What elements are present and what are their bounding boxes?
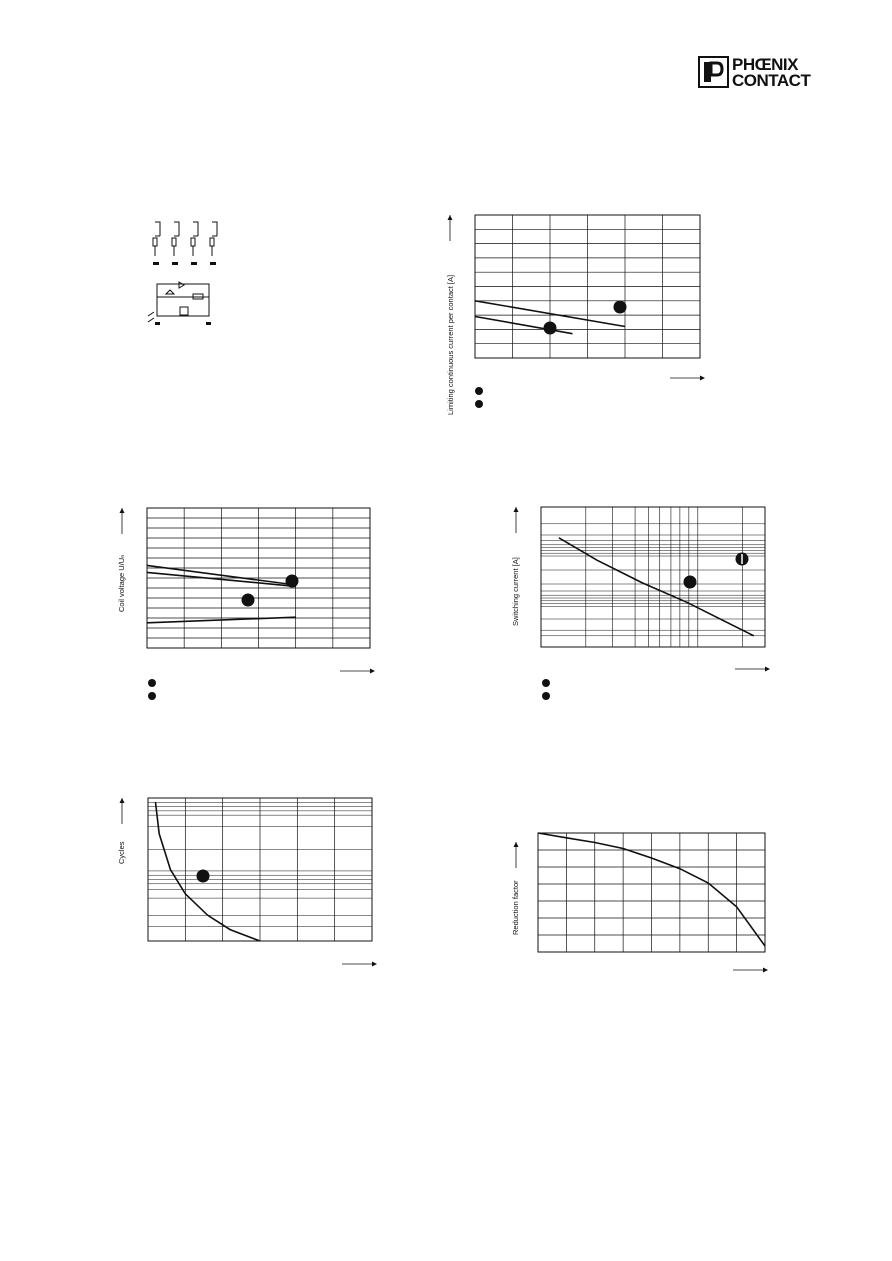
- y-axis-arrow-head: [514, 842, 519, 847]
- ylabel-cycles: Cycles: [117, 841, 126, 864]
- ylabel-switching-current: Switching current [A]: [511, 557, 520, 626]
- brand-line-2: CONTACT: [732, 71, 811, 90]
- x-axis-arrow-head: [763, 968, 768, 973]
- ylabel-reduction-factor: Reduction factor: [511, 880, 520, 935]
- brand-line-1: PHŒNIX: [732, 55, 798, 74]
- ylabel-limiting-current: Limiting continuous current per contact [A]: [446, 274, 455, 415]
- ylabel-coil-voltage: Coil voltage U/Uₙ: [117, 554, 126, 612]
